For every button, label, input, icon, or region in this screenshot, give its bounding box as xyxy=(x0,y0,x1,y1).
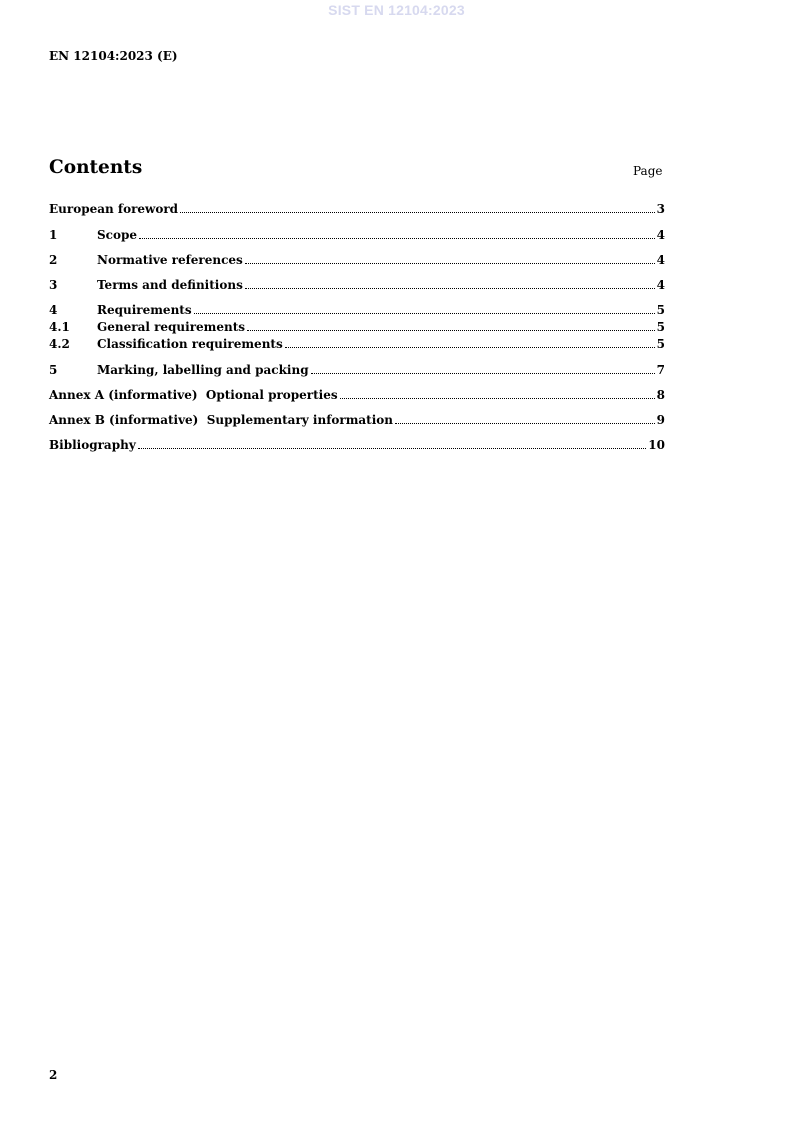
toc-entry-title: Requirements xyxy=(97,303,192,317)
page-number: 2 xyxy=(49,1068,58,1082)
watermark: SIST EN 12104:2023 xyxy=(328,2,465,18)
toc-entry-title: Normative references xyxy=(97,253,243,267)
toc-entry-page: 4 xyxy=(656,228,665,242)
toc-entry-page: 7 xyxy=(656,363,665,377)
dot-leader xyxy=(311,363,655,374)
toc-entry-title: Annex B (informative) Supplementary information xyxy=(49,413,393,427)
dot-leader xyxy=(245,253,655,264)
toc-entry-requirements[interactable] xyxy=(49,302,665,318)
toc-entry-title: Marking, labelling and packing xyxy=(97,363,309,377)
toc-entry-general-requirements[interactable] xyxy=(49,319,665,335)
toc-entry-page: 5 xyxy=(656,320,665,334)
toc-entry-page: 8 xyxy=(656,388,665,402)
toc-entry-page: 5 xyxy=(656,337,665,351)
toc-entry-annex-a[interactable] xyxy=(49,387,665,403)
dot-leader xyxy=(285,337,655,348)
toc-entry-number: 3 xyxy=(49,278,58,292)
dot-leader xyxy=(194,303,655,314)
dot-leader xyxy=(245,278,655,289)
toc-entry-european-foreword[interactable] xyxy=(49,201,665,217)
dot-leader xyxy=(139,228,655,239)
toc-entry-page: 3 xyxy=(656,202,665,216)
dot-leader xyxy=(180,202,655,213)
toc-entry-title: Bibliography xyxy=(49,438,136,452)
toc-entry-number: 4.1 xyxy=(49,320,70,334)
toc-entry-classification-requirements[interactable] xyxy=(49,336,665,352)
toc-entry-title: Scope xyxy=(97,228,138,242)
contents-heading: Contents xyxy=(49,157,143,178)
toc-entry-number: 5 xyxy=(49,363,58,377)
toc-entry-page: 10 xyxy=(648,438,665,452)
document-id: EN 12104:2023 (E) xyxy=(49,49,178,63)
toc-entry-page: 9 xyxy=(656,413,665,427)
dot-leader xyxy=(247,320,655,331)
dot-leader xyxy=(138,438,647,449)
page-column-label: Page xyxy=(633,164,663,178)
toc-entry-page: 4 xyxy=(656,253,665,267)
toc-entry-title: Terms and definitions xyxy=(97,278,243,292)
toc-entry-normative-references[interactable] xyxy=(49,252,665,268)
toc-entry-title: Annex A (informative) Optional properties xyxy=(49,388,338,402)
toc-entry-number: 2 xyxy=(49,253,58,267)
toc-entry-scope[interactable] xyxy=(49,227,665,243)
toc-entry-page: 4 xyxy=(656,278,665,292)
toc-entry-number: 1 xyxy=(49,228,58,242)
toc-entry-title: European foreword xyxy=(49,202,179,216)
toc-entry-marking-labelling-packing[interactable] xyxy=(49,362,665,378)
toc-entry-number: 4 xyxy=(49,303,58,317)
dot-leader xyxy=(395,413,655,424)
dot-leader xyxy=(340,388,655,399)
toc-entry-title: General requirements xyxy=(97,320,246,334)
toc-entry-bibliography[interactable] xyxy=(49,437,665,453)
toc-entry-number: 4.2 xyxy=(49,337,70,351)
toc-entry-title: Classification requirements xyxy=(97,337,283,351)
toc-entry-annex-b[interactable] xyxy=(49,412,665,428)
toc-entry-terms-and-definitions[interactable] xyxy=(49,277,665,293)
toc-entry-page: 5 xyxy=(656,303,665,317)
